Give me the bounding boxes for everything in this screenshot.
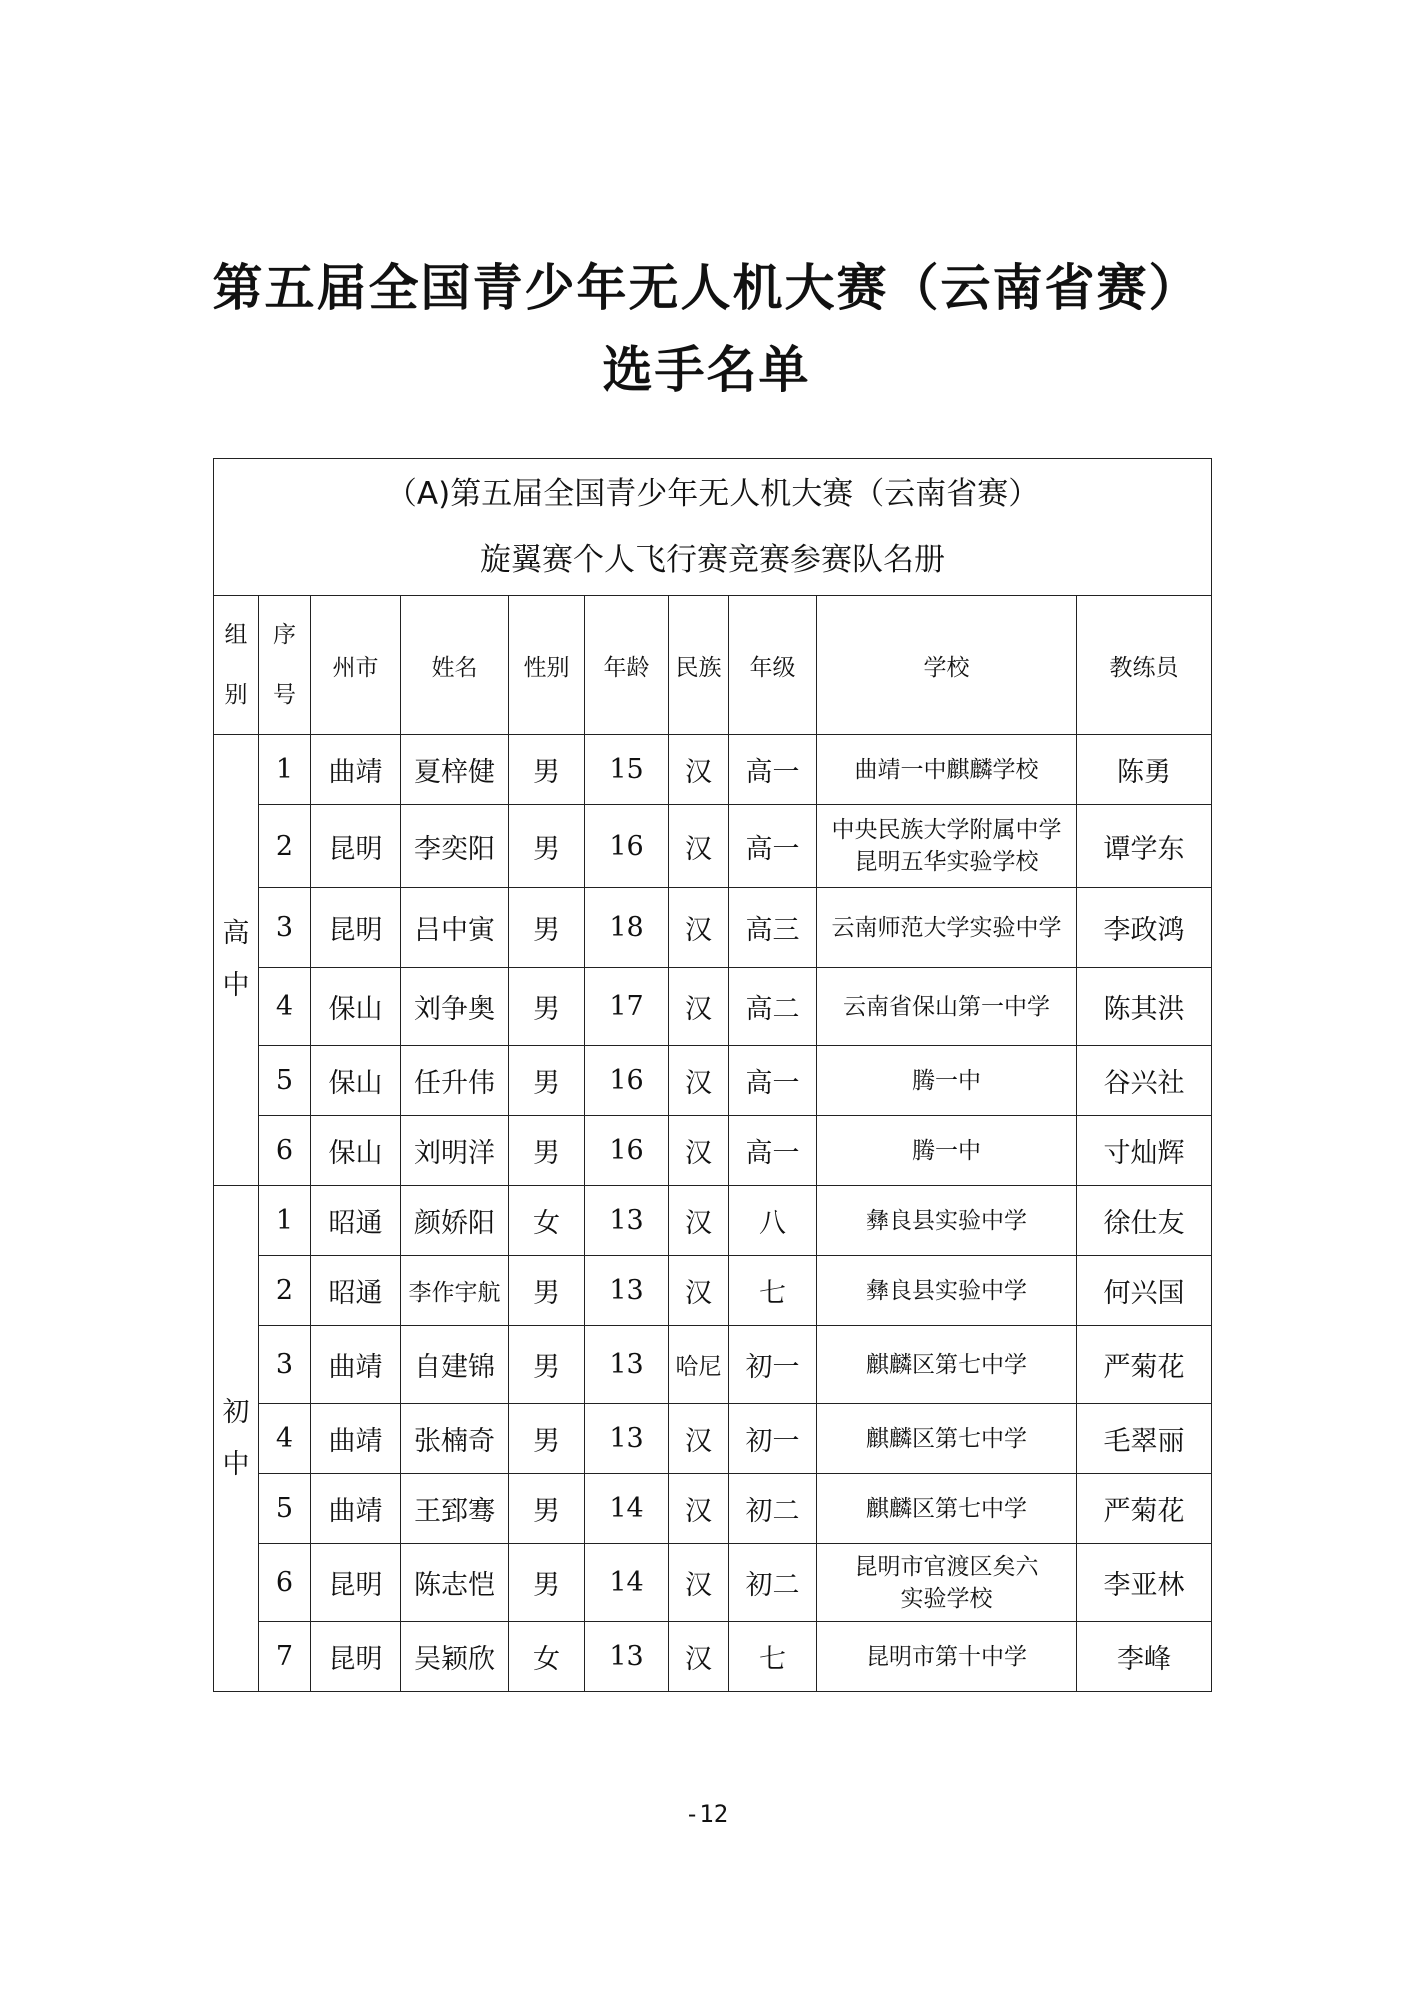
table-row xyxy=(214,1544,1212,1622)
cell-name: 张楠奇 xyxy=(401,1404,509,1474)
cell-coach: 谭学东 xyxy=(1077,805,1212,888)
table-row xyxy=(214,1186,1212,1256)
header-age: 年龄 xyxy=(585,596,669,735)
group-label-cell xyxy=(214,1186,259,1692)
cell-seq: 6 xyxy=(259,1116,311,1186)
cell-age: 13 xyxy=(585,1326,669,1404)
cell-gender: 男 xyxy=(509,1474,585,1544)
cell-city: 曲靖 xyxy=(311,1404,401,1474)
cell-school xyxy=(817,1544,1077,1622)
cell-name: 李奕阳 xyxy=(401,805,509,888)
cell-ethnicity: 汉 xyxy=(669,735,729,805)
table-row xyxy=(214,805,1212,888)
group-label-char: 中 xyxy=(222,1448,250,1480)
cell-seq: 1 xyxy=(259,735,311,805)
cell-city: 昆明 xyxy=(311,805,401,888)
cell-seq: 4 xyxy=(259,968,311,1046)
cell-coach: 寸灿辉 xyxy=(1077,1116,1212,1186)
cell-seq: 1 xyxy=(259,1186,311,1256)
table-row xyxy=(214,1116,1212,1186)
cell-name: 自建锦 xyxy=(401,1326,509,1404)
cell-school xyxy=(817,1326,1077,1404)
table-row xyxy=(214,968,1212,1046)
cell-coach: 严菊花 xyxy=(1077,1326,1212,1404)
cell-seq: 5 xyxy=(259,1046,311,1116)
school-line: 云南师范大学实验中学 xyxy=(831,914,1062,941)
cell-grade: 高三 xyxy=(729,888,817,968)
cell-ethnicity: 汉 xyxy=(669,1622,729,1692)
table-caption-line2: 旋翼赛个人飞行赛竞赛参赛队名册 xyxy=(480,542,946,578)
cell-age: 13 xyxy=(585,1404,669,1474)
cell-name: 吕中寅 xyxy=(401,888,509,968)
cell-coach: 陈其洪 xyxy=(1077,968,1212,1046)
cell-ethnicity: 汉 xyxy=(669,1544,729,1622)
cell-school xyxy=(817,1404,1077,1474)
cell-school xyxy=(817,1116,1077,1186)
table-caption-line1: （A)第五届全国青少年无人机大赛（云南省赛） xyxy=(385,476,1040,512)
cell-grade: 高一 xyxy=(729,1046,817,1116)
cell-grade: 七 xyxy=(729,1256,817,1326)
cell-gender: 男 xyxy=(509,735,585,805)
document-title: 第五届全国青少年无人机大赛（云南省赛） xyxy=(212,259,1201,317)
cell-ethnicity: 汉 xyxy=(669,1116,729,1186)
cell-ethnicity: 汉 xyxy=(669,805,729,888)
cell-grade: 高二 xyxy=(729,968,817,1046)
cell-ethnicity: 汉 xyxy=(669,968,729,1046)
cell-city: 保山 xyxy=(311,1116,401,1186)
table-header-row xyxy=(214,596,1212,735)
cell-age: 17 xyxy=(585,968,669,1046)
cell-grade: 八 xyxy=(729,1186,817,1256)
cell-coach: 毛翠丽 xyxy=(1077,1404,1212,1474)
cell-ethnicity: 汉 xyxy=(669,1186,729,1256)
cell-age: 13 xyxy=(585,1186,669,1256)
cell-coach: 李政鸿 xyxy=(1077,888,1212,968)
cell-ethnicity: 汉 xyxy=(669,1404,729,1474)
cell-gender: 男 xyxy=(509,888,585,968)
cell-school xyxy=(817,968,1077,1046)
cell-grade: 高一 xyxy=(729,805,817,888)
cell-coach: 徐仕友 xyxy=(1077,1186,1212,1256)
cell-school xyxy=(817,1186,1077,1256)
cell-seq: 6 xyxy=(259,1544,311,1622)
cell-age: 18 xyxy=(585,888,669,968)
header-coach: 教练员 xyxy=(1077,596,1212,735)
school-line: 麒麟区第七中学 xyxy=(866,1495,1027,1522)
cell-coach: 何兴国 xyxy=(1077,1256,1212,1326)
cell-city: 曲靖 xyxy=(311,735,401,805)
cell-ethnicity: 哈尼 xyxy=(669,1326,729,1404)
cell-name: 吴颖欣 xyxy=(401,1622,509,1692)
cell-coach: 谷兴社 xyxy=(1077,1046,1212,1116)
header-name: 姓名 xyxy=(401,596,509,735)
cell-ethnicity: 汉 xyxy=(669,1256,729,1326)
table-row xyxy=(214,1474,1212,1544)
cell-city: 保山 xyxy=(311,1046,401,1116)
school-line: 腾一中 xyxy=(912,1137,981,1164)
cell-school xyxy=(817,1046,1077,1116)
cell-name: 王郅骞 xyxy=(401,1474,509,1544)
cell-gender: 男 xyxy=(509,1046,585,1116)
cell-ethnicity: 汉 xyxy=(669,1046,729,1116)
table-row xyxy=(214,1046,1212,1116)
cell-coach: 陈勇 xyxy=(1077,735,1212,805)
cell-school xyxy=(817,1474,1077,1544)
header-seq: 序 号 xyxy=(259,596,311,735)
cell-city: 昆明 xyxy=(311,1544,401,1622)
school-line: 昆明五华实验学校 xyxy=(854,849,1039,875)
cell-name: 李作宇航 xyxy=(401,1256,509,1326)
table-row xyxy=(214,735,1212,805)
cell-grade: 初二 xyxy=(729,1544,817,1622)
group-label-char: 初 xyxy=(222,1396,250,1428)
group-label-cell xyxy=(214,735,259,1186)
cell-city: 昆明 xyxy=(311,1622,401,1692)
school-line: 彝良县实验中学 xyxy=(866,1207,1027,1234)
cell-seq: 2 xyxy=(259,1256,311,1326)
school-line: 彝良县实验中学 xyxy=(866,1277,1027,1304)
header-grade: 年级 xyxy=(729,596,817,735)
cell-city: 曲靖 xyxy=(311,1474,401,1544)
document-subtitle: 选手名单 xyxy=(602,341,811,399)
cell-grade: 高一 xyxy=(729,1116,817,1186)
cell-coach: 李峰 xyxy=(1077,1622,1212,1692)
cell-seq: 3 xyxy=(259,888,311,968)
school-line: 麒麟区第七中学 xyxy=(866,1351,1027,1378)
cell-city: 昭通 xyxy=(311,1256,401,1326)
school-line: 实验学校 xyxy=(900,1585,993,1612)
header-ethnicity: 民族 xyxy=(669,596,729,735)
cell-name: 刘争奥 xyxy=(401,968,509,1046)
school-line: 麒麟区第七中学 xyxy=(866,1425,1027,1452)
header-group: 组 别 xyxy=(214,596,259,735)
cell-age: 16 xyxy=(585,805,669,888)
school-line: 昆明市官渡区矣六 xyxy=(854,1553,1039,1580)
table-row xyxy=(214,1622,1212,1692)
cell-grade: 高一 xyxy=(729,735,817,805)
cell-age: 14 xyxy=(585,1544,669,1622)
school-line: 腾一中 xyxy=(912,1067,981,1094)
cell-gender: 男 xyxy=(509,1326,585,1404)
cell-coach: 李亚林 xyxy=(1077,1544,1212,1622)
cell-ethnicity: 汉 xyxy=(669,1474,729,1544)
cell-grade: 七 xyxy=(729,1622,817,1692)
cell-city: 昆明 xyxy=(311,888,401,968)
cell-age: 15 xyxy=(585,735,669,805)
table-row xyxy=(214,1256,1212,1326)
table-caption xyxy=(214,459,1212,596)
cell-age: 16 xyxy=(585,1116,669,1186)
cell-city: 保山 xyxy=(311,968,401,1046)
cell-school xyxy=(817,888,1077,968)
school-line: 云南省保山第一中学 xyxy=(843,993,1050,1020)
school-line: 中央民族大学附属中学 xyxy=(831,817,1062,843)
cell-city: 昭通 xyxy=(311,1186,401,1256)
table-row xyxy=(214,1404,1212,1474)
cell-name: 刘明洋 xyxy=(401,1116,509,1186)
cell-school xyxy=(817,1256,1077,1326)
table-row xyxy=(214,888,1212,968)
cell-name: 夏梓健 xyxy=(401,735,509,805)
cell-coach: 严菊花 xyxy=(1077,1474,1212,1544)
cell-gender: 女 xyxy=(509,1622,585,1692)
cell-school xyxy=(817,1622,1077,1692)
cell-gender: 男 xyxy=(509,1256,585,1326)
header-city: 州市 xyxy=(311,596,401,735)
group-label-char: 中 xyxy=(222,970,250,1001)
header-school: 学校 xyxy=(817,596,1077,735)
cell-seq: 2 xyxy=(259,805,311,888)
cell-gender: 女 xyxy=(509,1186,585,1256)
cell-age: 13 xyxy=(585,1622,669,1692)
cell-seq: 3 xyxy=(259,1326,311,1404)
cell-grade: 初二 xyxy=(729,1474,817,1544)
cell-grade: 初一 xyxy=(729,1326,817,1404)
page-number: -12 xyxy=(684,1800,729,1828)
cell-name: 任升伟 xyxy=(401,1046,509,1116)
cell-gender: 男 xyxy=(509,1544,585,1622)
cell-age: 14 xyxy=(585,1474,669,1544)
cell-seq: 5 xyxy=(259,1474,311,1544)
cell-seq: 4 xyxy=(259,1404,311,1474)
cell-gender: 男 xyxy=(509,1404,585,1474)
cell-city: 曲靖 xyxy=(311,1326,401,1404)
cell-gender: 男 xyxy=(509,1116,585,1186)
cell-name: 颜娇阳 xyxy=(401,1186,509,1256)
cell-grade: 初一 xyxy=(729,1404,817,1474)
cell-ethnicity: 汉 xyxy=(669,888,729,968)
cell-school xyxy=(817,735,1077,805)
cell-gender: 男 xyxy=(509,805,585,888)
school-line: 昆明市第十中学 xyxy=(866,1643,1027,1670)
cell-age: 16 xyxy=(585,1046,669,1116)
cell-school xyxy=(817,805,1077,888)
cell-seq: 7 xyxy=(259,1622,311,1692)
roster-table xyxy=(213,458,1212,1692)
school-line: 曲靖一中麒麟学校 xyxy=(854,756,1039,783)
header-gender: 性别 xyxy=(509,596,585,735)
cell-age: 13 xyxy=(585,1256,669,1326)
cell-gender: 男 xyxy=(509,968,585,1046)
group-label-char: 高 xyxy=(222,918,250,949)
table-row xyxy=(214,1326,1212,1404)
cell-name: 陈志恺 xyxy=(401,1544,509,1622)
